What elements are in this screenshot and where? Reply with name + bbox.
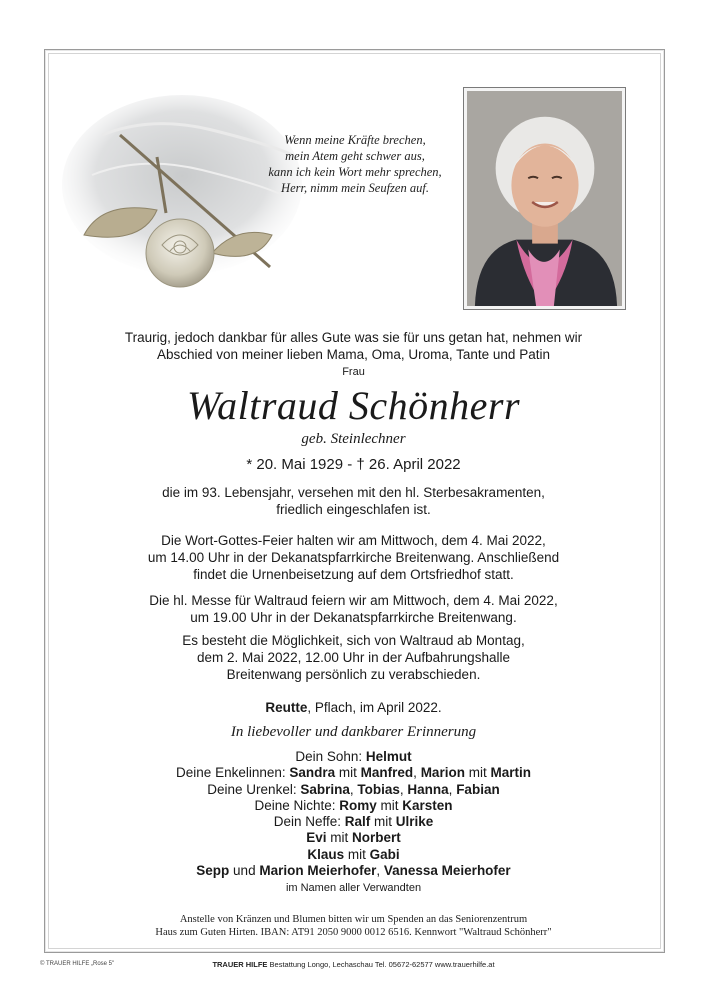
- place-date: [50, 699, 657, 716]
- mass-line: Die hl. Messe für Waltraud feiern wir am Mittwoch, dem 4. Mai 2022,: [149, 593, 558, 608]
- text-fragment: Ulrike: [395, 814, 434, 830]
- text-fragment: Hanna: [407, 781, 449, 797]
- donation-note: [50, 913, 657, 939]
- closing-line: im Namen aller Verwandten: [285, 882, 422, 895]
- cross-roses-image: [62, 95, 302, 310]
- deceased-name: Waltraud Schönherr: [186, 383, 521, 428]
- poem-line: Herr, nimm mein Seufzen auf.: [281, 181, 429, 195]
- text-fragment: Sepp: [196, 863, 230, 879]
- farewell-text: [50, 632, 657, 683]
- text-fragment: Martin: [490, 765, 531, 781]
- text-fragment: Ralf: [344, 814, 371, 830]
- text-fragment: Norbert: [352, 830, 401, 846]
- mourners-list: [50, 749, 657, 897]
- maiden-name: geb. Steinlechner: [301, 431, 406, 447]
- text-fragment: Sabrina: [300, 781, 350, 797]
- poem-line: mein Atem geht schwer aus,: [285, 149, 425, 163]
- footer-rest: Bestattung Longo, Lechaschau Tel. 05672-62577 www.trauerhilfe.at: [267, 960, 495, 969]
- mourner-line: [50, 814, 657, 830]
- copyright: © TRAUER HILFE „Rose 5": [40, 961, 115, 967]
- mourner-line: [50, 765, 657, 781]
- text-fragment: ,: [376, 863, 384, 879]
- poem: [250, 132, 460, 196]
- farewell-line: Breitenwang persönlich zu verabschieden.: [226, 667, 481, 682]
- donation-line: Haus zum Guten Hirten. IBAN: AT91 2050 9000 0012 6516. Kennwort "Waltraud Schönherr": [155, 927, 552, 938]
- text-fragment: ,: [349, 781, 358, 797]
- ceremony-text: [50, 532, 657, 583]
- mourner-line: [50, 847, 657, 863]
- text-fragment: Vanessa Meierhofer: [383, 863, 511, 879]
- mourner-line: [50, 798, 657, 814]
- text-fragment: Fabian: [456, 781, 500, 797]
- donation-line: Anstelle von Kränzen und Blumen bitten wir um Spenden an das Seniorenzentrum: [179, 914, 528, 925]
- text-fragment: Marion: [420, 765, 465, 781]
- portrait-photo: [463, 87, 626, 310]
- text-fragment: Deine Enkelinnen:: [176, 765, 290, 781]
- place-bold: Reutte: [265, 700, 308, 715]
- text-fragment: ,: [413, 765, 421, 781]
- text-fragment: Dein Sohn:: [295, 749, 366, 764]
- ceremony-line: findet die Urnenbeisetzung auf dem Ortsfriedhof statt.: [193, 567, 514, 582]
- text-fragment: Karsten: [402, 797, 453, 813]
- intro-line: Traurig, jedoch dankbar für alles Gute was sie für uns getan hat, nehmen wir: [124, 330, 583, 345]
- text-fragment: Deine Nichte:: [254, 797, 340, 813]
- mass-text: [50, 592, 657, 626]
- intro-line: Abschied von meiner lieben Mama, Oma, Uroma, Tante und Patin: [157, 347, 550, 362]
- intro-text: [50, 329, 657, 381]
- life-dates: * 20. Mai 1929 - † 26. April 2022: [246, 456, 461, 473]
- mourner-line: [50, 830, 657, 846]
- text-fragment: Evi: [306, 830, 327, 846]
- funeral-home-footer: [0, 960, 707, 969]
- text-fragment: mit: [326, 830, 352, 846]
- text-fragment: mit: [335, 765, 361, 781]
- text-fragment: Helmut: [365, 749, 412, 764]
- text-fragment: mit: [376, 797, 403, 813]
- farewell-line: dem 2. Mai 2022, 12.00 Uhr in der Aufbahrungshalle: [197, 650, 510, 665]
- mourner-line: [50, 863, 657, 879]
- death-line: die im 93. Lebensjahr, versehen mit den hl. Sterbesakramenten,: [162, 485, 545, 500]
- place-rest: , Pflach, im April 2022.: [307, 700, 442, 715]
- text-fragment: ,: [399, 781, 408, 797]
- death-line: friedlich eingeschlafen ist.: [276, 502, 431, 517]
- ceremony-line: um 14.00 Uhr in der Dekanatspfarrkirche Breitenwang. Anschließend: [147, 550, 560, 565]
- text-fragment: mit: [370, 814, 396, 830]
- footer-brand: TRAUER HILFE: [212, 960, 268, 969]
- poem-line: kann ich kein Wort mehr sprechen,: [268, 165, 442, 179]
- text-fragment: Klaus: [307, 846, 345, 862]
- memory-heading: In liebevoller und dankbarer Erinnerung: [230, 724, 477, 740]
- text-fragment: mit: [464, 765, 491, 781]
- death-text: [50, 484, 657, 518]
- text-fragment: Tobias: [357, 781, 400, 797]
- mass-line: um 19.00 Uhr in der Dekanatspfarrkirche Breitenwang.: [190, 610, 517, 625]
- text-fragment: Romy: [339, 797, 377, 813]
- text-fragment: Marion Meierhofer: [259, 863, 377, 879]
- poem-line: Wenn meine Kräfte brechen,: [284, 133, 426, 147]
- text-fragment: und: [229, 863, 260, 879]
- text-fragment: Sandra: [289, 765, 336, 781]
- text-fragment: Manfred: [360, 765, 414, 781]
- text-fragment: ,: [448, 781, 457, 797]
- text-fragment: mit: [344, 846, 370, 862]
- farewell-line: Es besteht die Möglichkeit, sich von Waltraud ab Montag,: [182, 633, 525, 648]
- ceremony-line: Die Wort-Gottes-Feier halten wir am Mittwoch, dem 4. Mai 2022,: [161, 533, 546, 548]
- mourner-line: [50, 782, 657, 798]
- salutation: Frau: [342, 366, 365, 378]
- text-fragment: Gabi: [369, 846, 400, 862]
- mourner-line: [50, 749, 657, 765]
- text-fragment: Deine Urenkel:: [207, 781, 301, 797]
- text-fragment: Dein Neffe:: [273, 814, 345, 830]
